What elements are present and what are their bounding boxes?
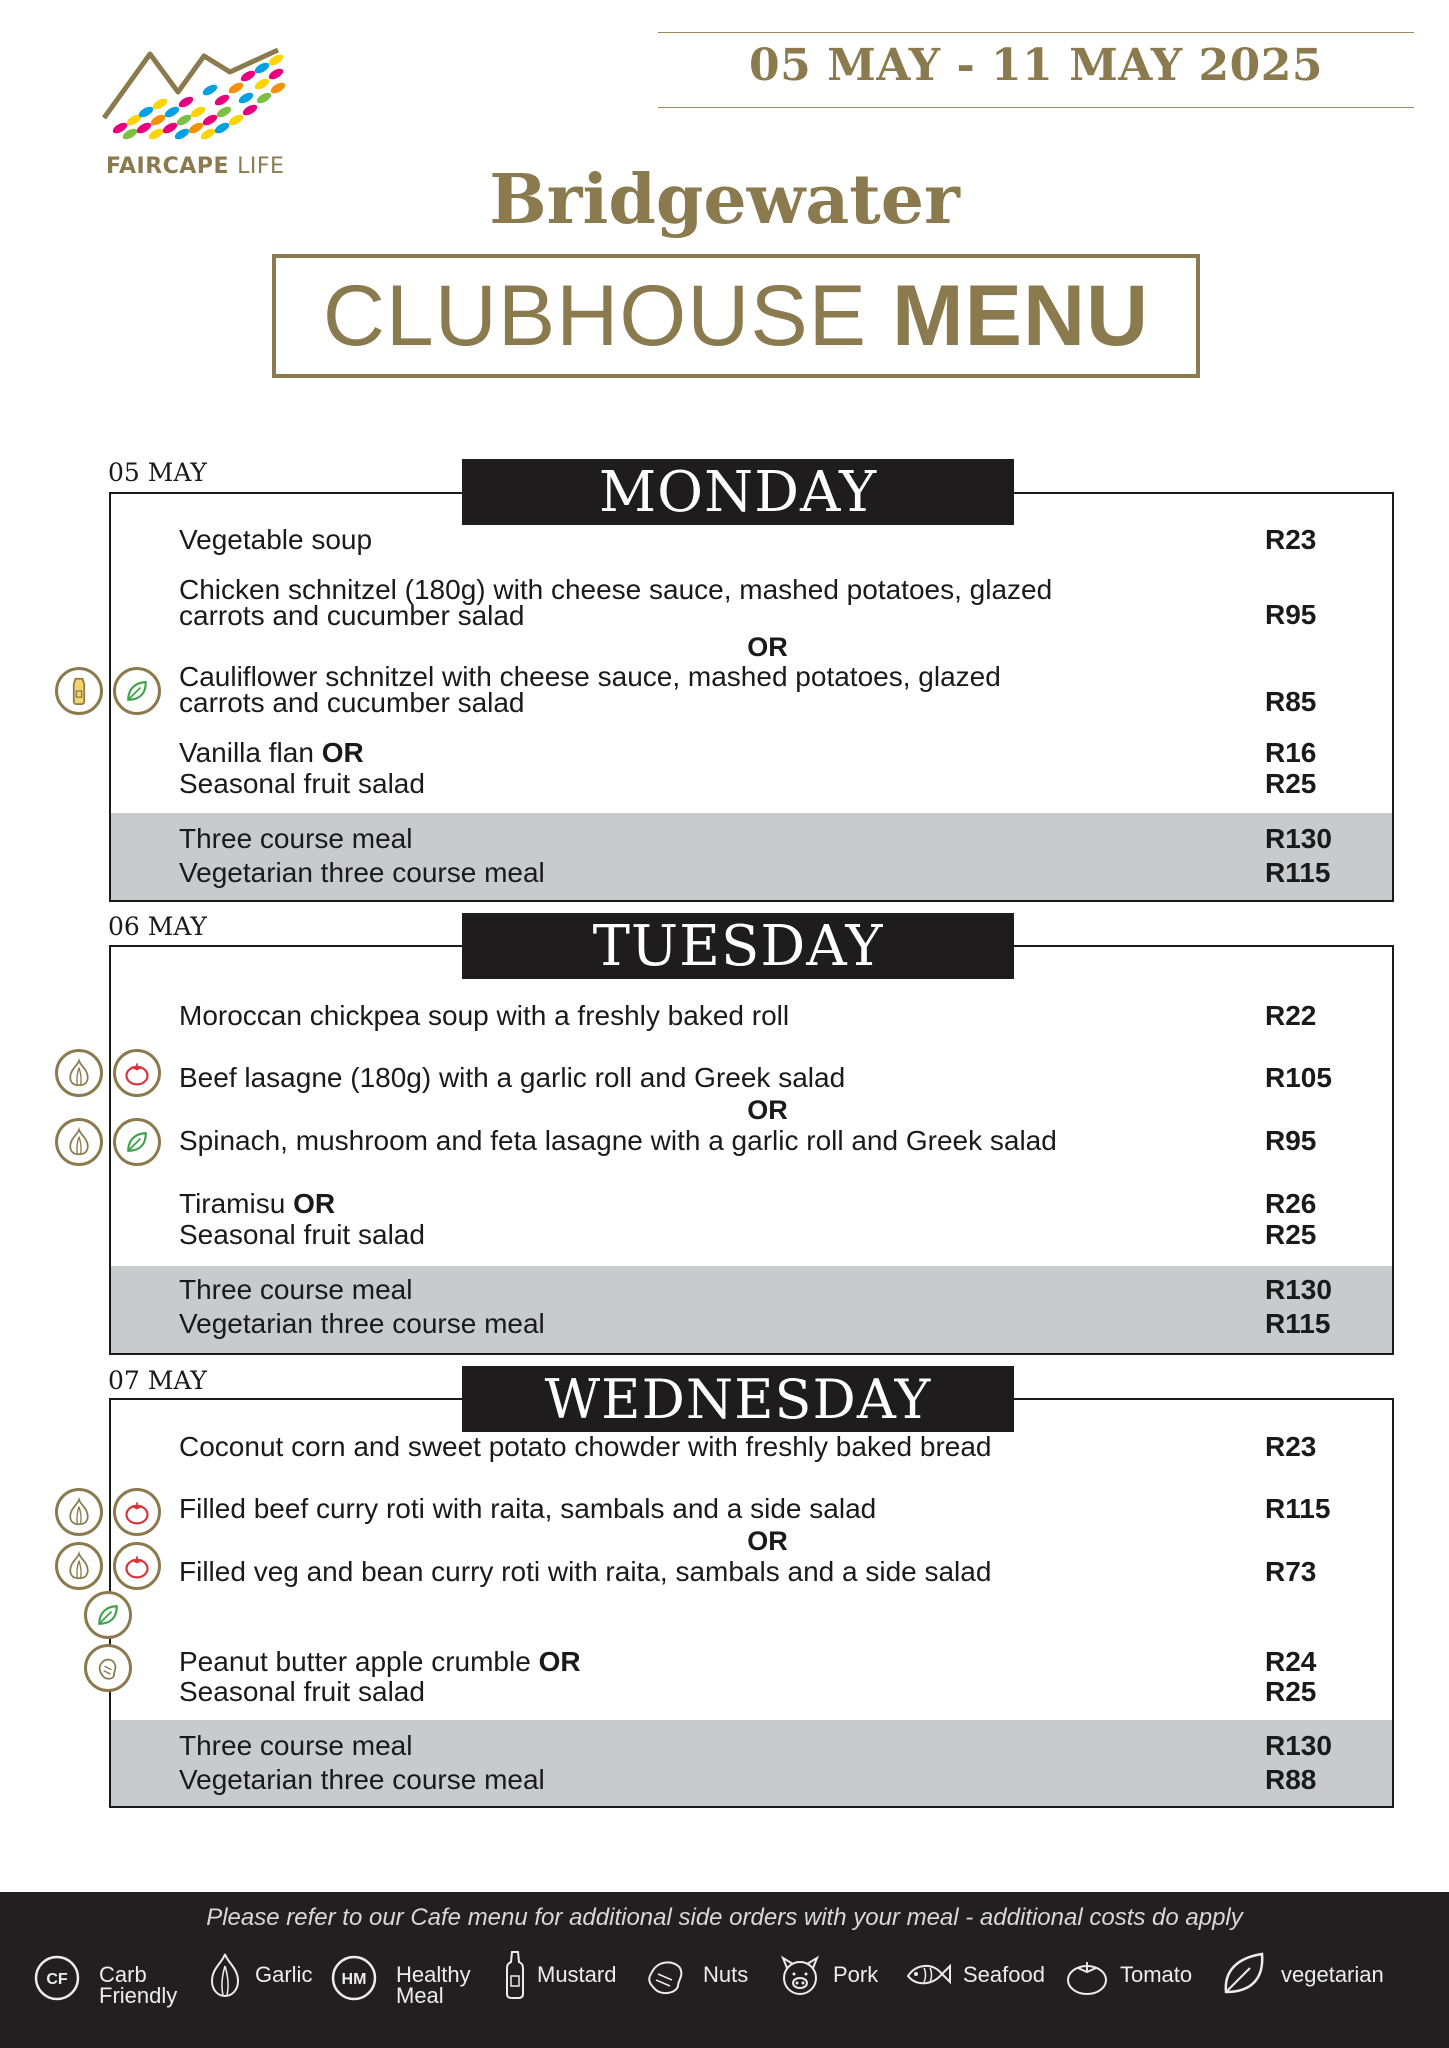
monday-soup: Vegetable soup — [179, 524, 373, 555]
monday-dessert1: Vanilla flan OR — [179, 737, 364, 768]
legend-nuts: Nuts — [703, 1962, 749, 1987]
pork-icon — [775, 1950, 825, 2000]
wednesday-soup: Coconut corn and sweet potato chowder with freshly baked bread — [179, 1431, 992, 1462]
date-rule-bottom — [658, 107, 1414, 108]
monday-dessert2: Seasonal fruit salad — [179, 768, 425, 799]
tuesday-soup: Moroccan chickpea soup with a freshly baked roll — [179, 1000, 790, 1031]
svg-text:CF: CF — [46, 1971, 68, 1988]
tuesday-date: 06 MAY — [108, 912, 207, 941]
wednesday-combo2: Vegetarian three course meal — [179, 1764, 545, 1795]
legend-garlic: Garlic — [255, 1962, 313, 1987]
wednesday-main2-price: R73 — [1265, 1556, 1317, 1587]
vegetarian-icon — [1218, 1948, 1268, 1998]
wednesday-date: 07 MAY — [108, 1366, 207, 1395]
legend-seafood: Seafood — [963, 1962, 1045, 1987]
tomato-icon — [1062, 1950, 1112, 2000]
garlic-icon — [55, 1488, 103, 1536]
tomato-icon — [113, 1542, 161, 1590]
wednesday-or: OR — [747, 1526, 788, 1556]
healthy-meal-icon — [329, 1953, 379, 2003]
tuesday-dessert2: Seasonal fruit salad — [179, 1219, 425, 1250]
svg-text:HM: HM — [341, 1971, 367, 1988]
wednesday-main1-price: R115 — [1265, 1493, 1331, 1524]
monday-combo1-price: R130 — [1265, 823, 1332, 854]
monday-combo1: Three course meal — [179, 823, 413, 854]
wednesday-soup-price: R23 — [1265, 1431, 1317, 1462]
garlic-icon — [55, 1118, 103, 1166]
wednesday-combo1: Three course meal — [179, 1730, 413, 1761]
vegetarian-icon — [113, 667, 161, 715]
legend-healthy-meal-line1: Healthy — [396, 1962, 471, 1987]
monday-combo2-price: R115 — [1265, 857, 1331, 888]
monday-main1-price: R95 — [1265, 599, 1317, 630]
date-rule-top — [658, 32, 1414, 33]
tuesday-combo1: Three course meal — [179, 1274, 413, 1305]
footer-note: Please refer to our Cafe menu for additional side orders with your meal - additional costs do apply — [206, 1904, 1243, 1931]
monday-banner: MONDAY — [462, 459, 1014, 525]
vegetarian-icon — [113, 1118, 161, 1166]
tuesday-combo2-price: R115 — [1265, 1308, 1331, 1339]
legend-healthy-meal-line2: Meal — [396, 1983, 444, 2008]
garlic-icon — [55, 1542, 103, 1590]
tomato-icon — [113, 1049, 161, 1097]
garlic-icon — [200, 1950, 250, 2000]
garlic-icon — [55, 1049, 103, 1097]
monday-main2: Cauliflower schnitzel with cheese sauce, mashed potatoes, glazed carrots and cucumber salad — [179, 661, 1001, 718]
monday-combo2: Vegetarian three course meal — [179, 857, 545, 888]
mustard-icon — [490, 1950, 540, 2000]
legend-tomato: Tomato — [1120, 1962, 1193, 1987]
wednesday-combo1-price: R130 — [1265, 1730, 1332, 1761]
tuesday-banner: TUESDAY — [462, 913, 1014, 979]
logo-wordmark: FAIRCAPE LIFE — [106, 154, 285, 179]
legend-carb-friendly-line2: Friendly — [99, 1983, 178, 2008]
monday-soup-price: R23 — [1265, 524, 1317, 555]
wednesday-main1: Filled beef curry roti with raita, sambals and a side salad — [179, 1493, 877, 1524]
wednesday-dessert2-price: R25 — [1265, 1676, 1317, 1707]
tuesday-main2: Spinach, mushroom and feta lasagne with a garlic roll and Greek salad — [179, 1125, 1057, 1156]
mustard-icon — [55, 667, 103, 715]
tuesday-combo2: Vegetarian three course meal — [179, 1308, 545, 1339]
wednesday-dessert1: Peanut butter apple crumble OR — [179, 1646, 581, 1677]
tuesday-main2-price: R95 — [1265, 1125, 1317, 1156]
legend-carb-friendly-line1: Carb — [99, 1962, 147, 1987]
monday-main1: Chicken schnitzel (180g) with cheese sauce, mashed potatoes, glazed carrots and cucumber salad — [179, 574, 1053, 631]
nuts-icon — [640, 1950, 690, 2000]
nuts-icon — [84, 1644, 132, 1692]
monday-dessert2-price: R25 — [1265, 768, 1317, 799]
wednesday-banner: WEDNESDAY — [462, 1366, 1014, 1432]
monday-dessert1-price: R16 — [1265, 737, 1317, 768]
date-range: 05 MAY - 11 MAY 2025 — [749, 40, 1323, 91]
monday-date: 05 MAY — [108, 458, 207, 487]
monday-or: OR — [747, 632, 788, 662]
tuesday-dessert1-price: R26 — [1265, 1188, 1317, 1219]
location-title: Bridgewater — [489, 160, 960, 240]
wednesday-dessert2: Seasonal fruit salad — [179, 1676, 425, 1707]
vegetarian-icon — [84, 1591, 132, 1639]
carb-friendly-icon — [32, 1953, 82, 2003]
legend-vegetarian: vegetarian — [1281, 1962, 1384, 1987]
tuesday-dessert2-price: R25 — [1265, 1219, 1317, 1250]
seafood-icon — [902, 1950, 952, 2000]
menu-title: CLUBHOUSE MENU — [272, 254, 1200, 378]
tuesday-main1: Beef lasagne (180g) with a garlic roll and Greek salad — [179, 1062, 846, 1093]
tuesday-or: OR — [747, 1095, 788, 1125]
tuesday-soup-price: R22 — [1265, 1000, 1317, 1031]
wednesday-main2: Filled veg and bean curry roti with raita, sambals and a side salad — [179, 1556, 992, 1587]
tuesday-combo1-price: R130 — [1265, 1274, 1332, 1305]
tuesday-dessert1: Tiramisu OR — [179, 1188, 336, 1219]
wednesday-dessert1-price: R24 — [1265, 1646, 1317, 1677]
legend-mustard: Mustard — [537, 1962, 617, 1987]
tomato-icon — [113, 1488, 161, 1536]
monday-main2-price: R85 — [1265, 686, 1317, 717]
legend-pork: Pork — [833, 1962, 879, 1987]
tuesday-main1-price: R105 — [1265, 1062, 1332, 1093]
wednesday-combo2-price: R88 — [1265, 1764, 1317, 1795]
